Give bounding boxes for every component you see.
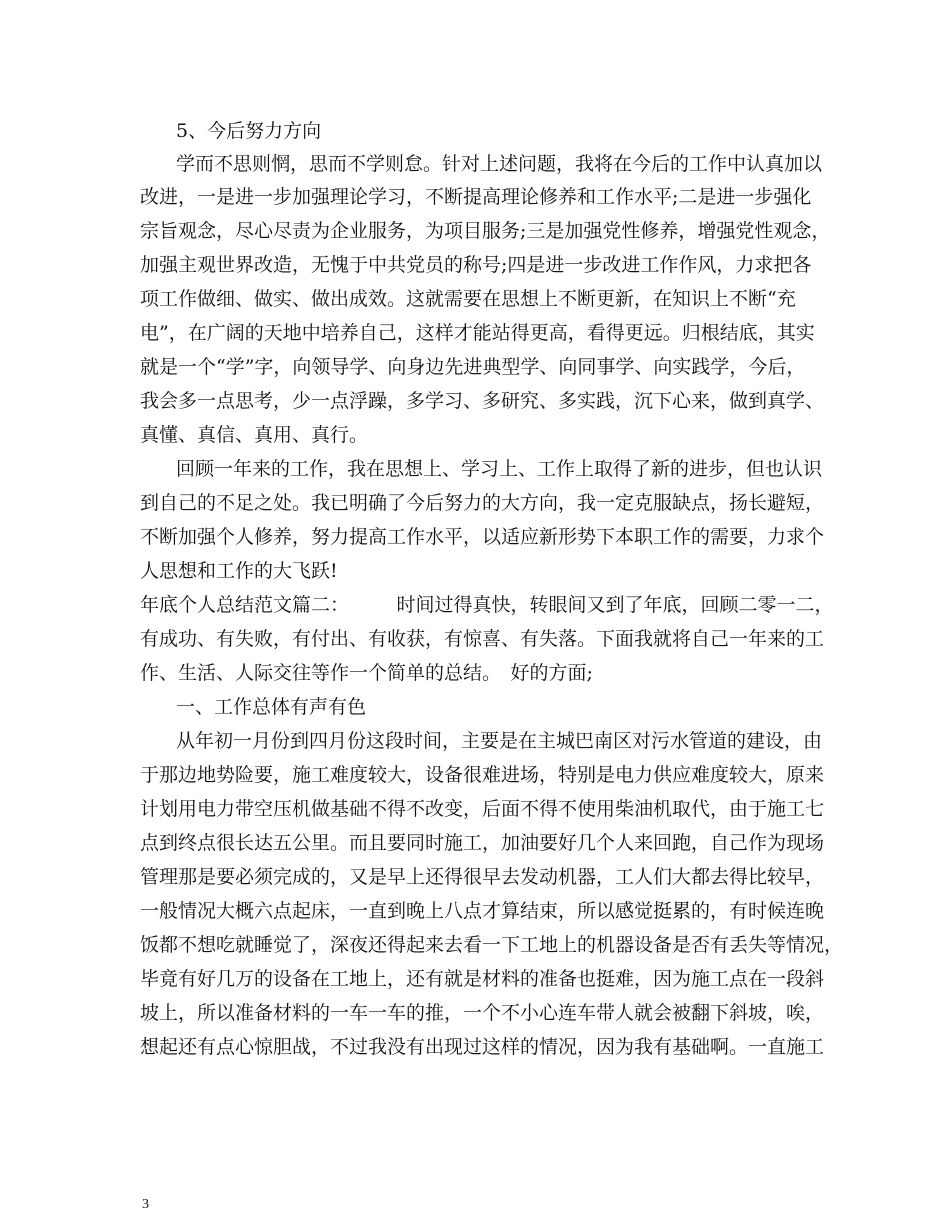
text-line: 到自己的不足之处。我已明确了今后努力的大方向，我一定克服缺点，扬长避短， bbox=[140, 492, 825, 514]
section-heading: 一、工作总体有声有色 bbox=[176, 696, 367, 718]
text-line: 项工作做细、做实、做出成效。这就需要在思想上不断更新，在知识上不断“充 bbox=[140, 288, 796, 310]
text-line: 从年初一月份到四月份这段时间，主要是在主城巴南区对污水管道的建设，由 bbox=[176, 730, 823, 752]
article-heading: 年底个人总结范文篇二： 时间过得真快，转眼间又到了年底，回顾二零一二， bbox=[140, 594, 834, 616]
text-line: 电”，在广阔的天地中培养自己，这样才能站得更高，看得更远。归根结底，其实 bbox=[140, 322, 815, 344]
text-line: 饭都不想吃就睡觉了，深夜还得起来去看一下工地上的机器设备是否有丢失等情况， bbox=[140, 934, 844, 956]
text-line: 作、生活、人际交往等作一个简单的总结。 好的方面; bbox=[140, 662, 593, 684]
text-line: 坡上，所以准备材料的一车一车的推，一个不小心连车带人就会被翻下斜坡，唉， bbox=[140, 1002, 825, 1024]
text-line: 真懂、真信、真用、真行。 bbox=[140, 424, 369, 446]
text-line: 管理那是要必须完成的，又是早上还得很早去发动机器，工人们大都去得比较早， bbox=[140, 866, 825, 888]
text-line: 改进，一是进一步加强理论学习，不断提高理论修养和工作水平;二是进一步强化 bbox=[140, 186, 812, 208]
text-line: 想起还有点心惊胆战，不过我没有出现过这样的情况，因为我有基础啊。一直施工 bbox=[140, 1036, 825, 1058]
text-line: 宗旨观念，尽心尽责为企业服务，为项目服务;三是加强党性修养，增强党性观念， bbox=[140, 220, 831, 242]
text-line: 一般情况大概六点起床，一直到晚上八点才算结束，所以感觉挺累的，有时候连晚 bbox=[140, 900, 825, 922]
text-line: 回顾一年来的工作，我在思想上、学习上、工作上取得了新的进步，但也认识 bbox=[176, 458, 823, 480]
text-line: 于那边地势险要，施工难度较大，设备很难进场，特别是电力供应难度较大，原来 bbox=[140, 764, 825, 786]
text-line: 不断加强个人修养，努力提高工作水平，以适应新形势下本职工作的需要，力求个 bbox=[140, 526, 825, 548]
text-line: 人思想和工作的大飞跃! bbox=[140, 560, 338, 582]
text-line: 计划用电力带空压机做基础不得不改变，后面不得不使用柴油机取代，由于施工七 bbox=[140, 798, 825, 820]
text-line: 点到终点很长达五公里。而且要同时施工，加油要好几个人来回跑，自己作为现场 bbox=[140, 832, 825, 854]
page-number: 3 bbox=[142, 1197, 149, 1212]
text-line: 毕竟有好几万的设备在工地上，还有就是材料的准备也挺难，因为施工点在一段斜 bbox=[140, 968, 825, 990]
text-line: 有成功、有失败，有付出、有收获，有惊喜、有失落。下面我就将自己一年来的工 bbox=[140, 628, 825, 650]
text-line: 我会多一点思考，少一点浮躁，多学习、多研究、多实践，沉下心来，做到真学、 bbox=[140, 390, 825, 412]
text-line: 就是一个“学”字，向领导学、向身边先进典型学、向同事学、向实践学，今后， bbox=[140, 356, 806, 378]
text-line: 加强主观世界改造，无愧于中共党员的称号;四是进一步改进工作作风，力求把各 bbox=[140, 254, 812, 276]
text-line: 学而不思则惘，思而不学则怠。针对上述问题，我将在今后的工作中认真加以 bbox=[176, 153, 823, 175]
section-heading: 5、今后努力方向 bbox=[176, 120, 322, 142]
